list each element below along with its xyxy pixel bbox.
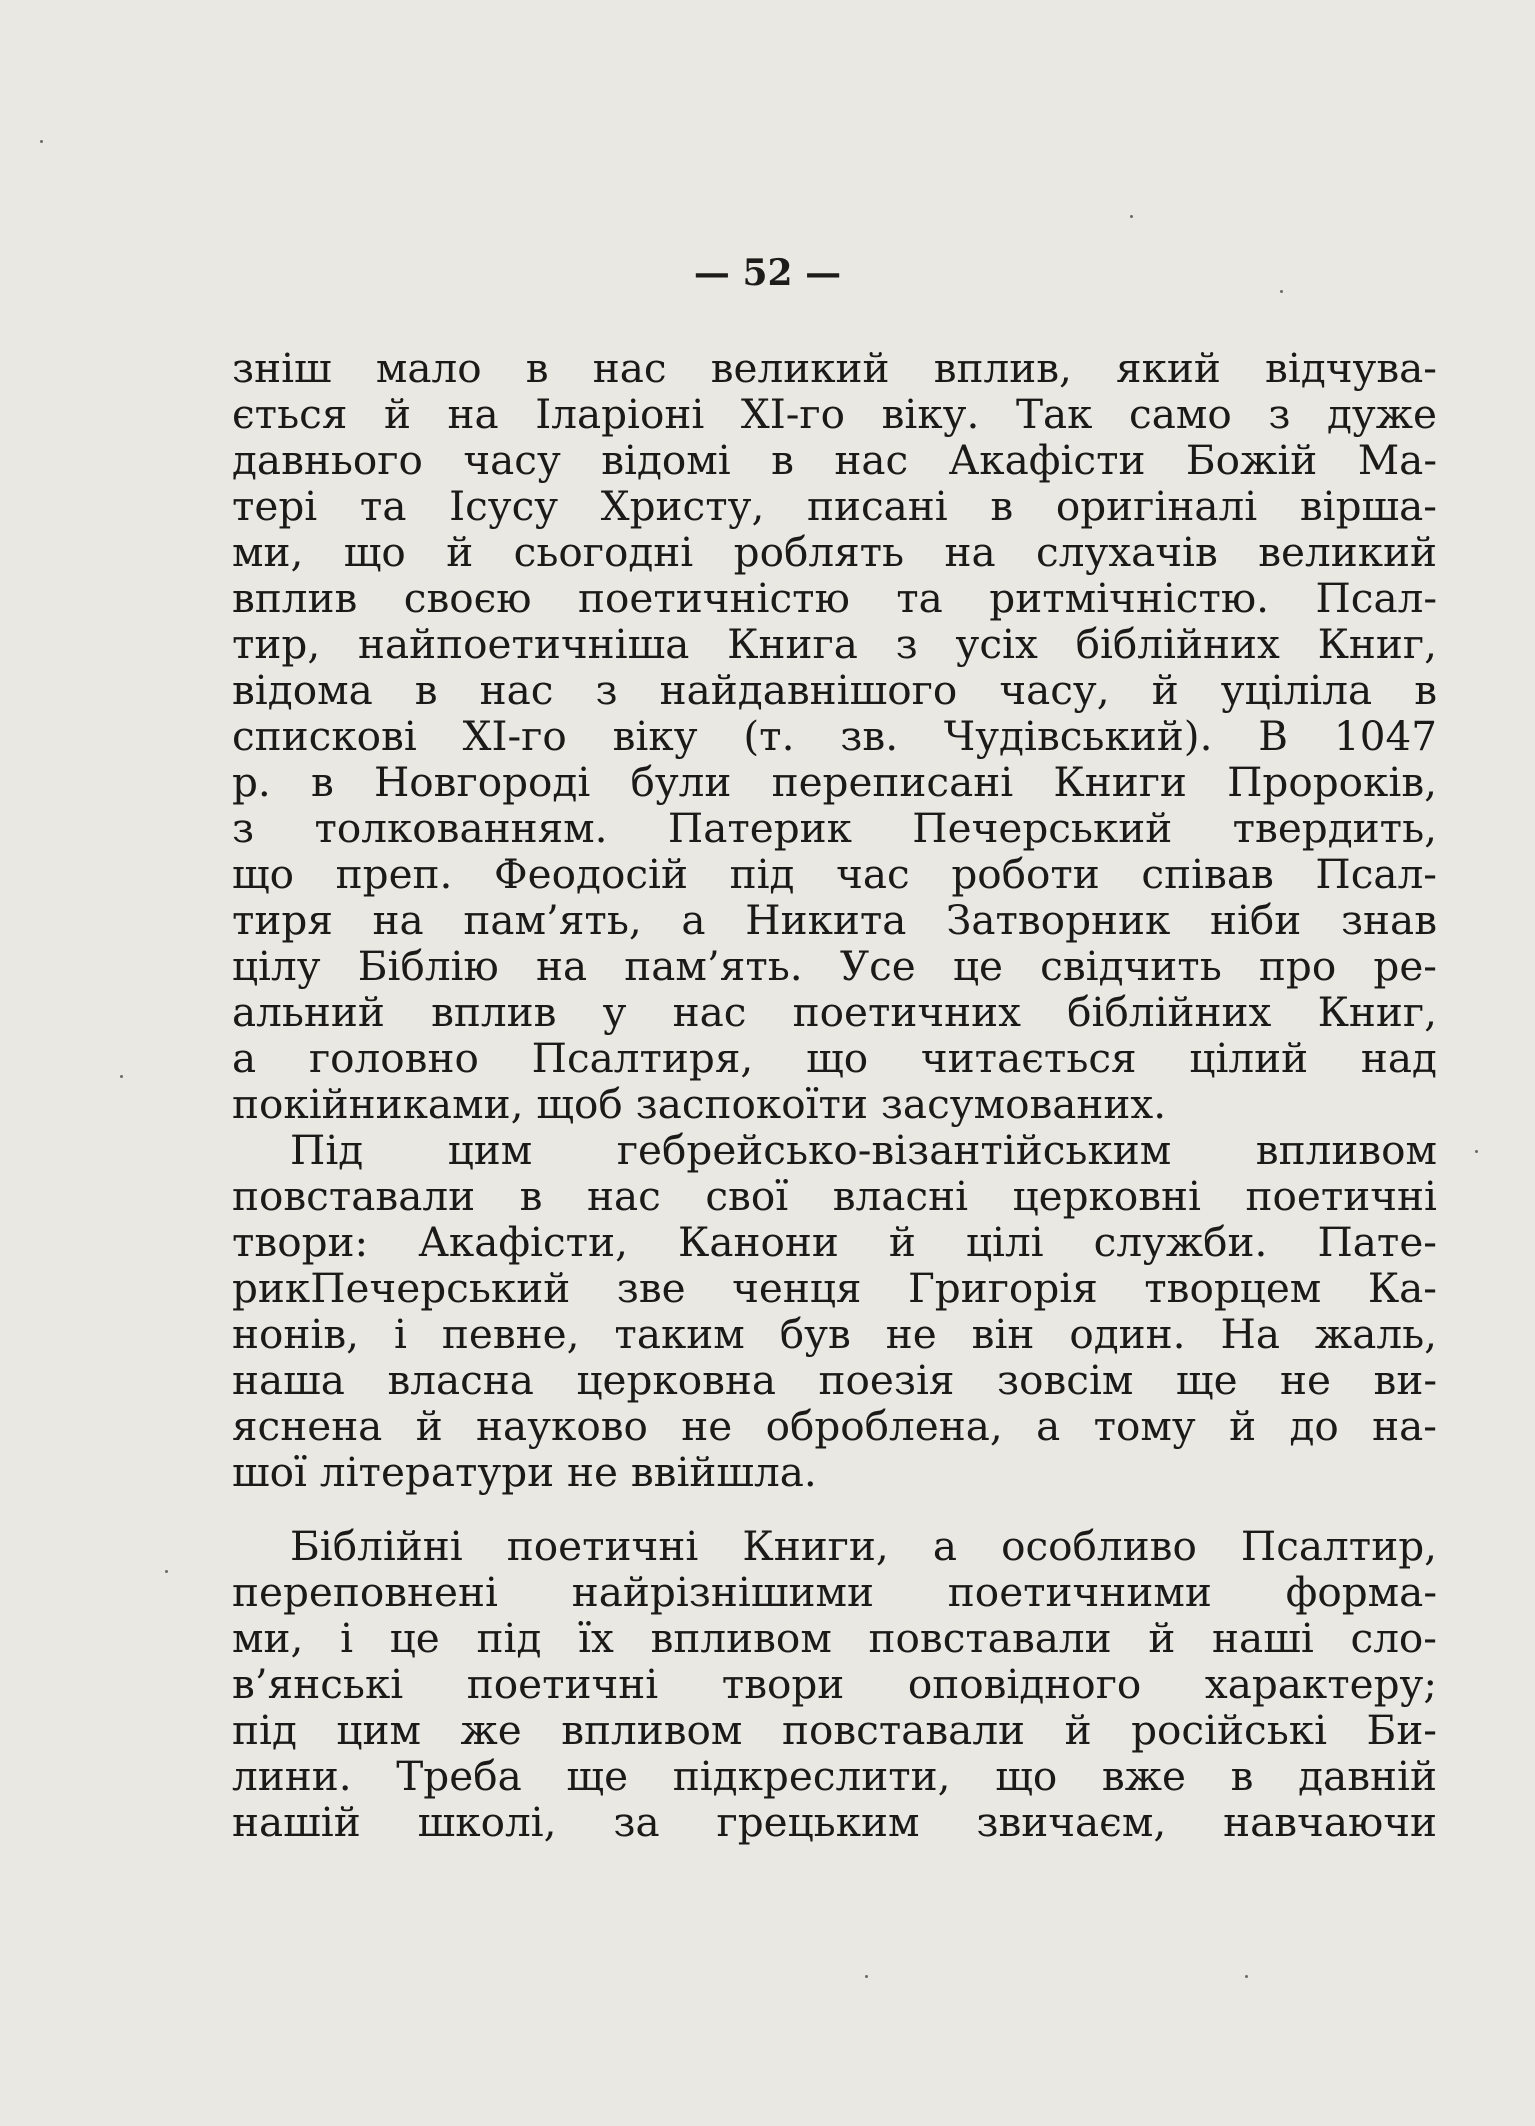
- page-number: — 52 —: [693, 252, 842, 294]
- text-line: відома в нас з найдавнішого часу, й уціліла в: [232, 666, 1437, 714]
- print-speck: [1130, 215, 1133, 218]
- text-line: нонів, і певне, таким був не він один. На жаль,: [232, 1310, 1437, 1358]
- text-line: тері та Ісусу Христу, писані в оригіналі вірша-: [232, 482, 1437, 530]
- print-speck: [1280, 290, 1283, 293]
- paragraph-gap: [232, 1495, 1437, 1523]
- text-line: а головно Псалтиря, що читається цілий над: [232, 1034, 1437, 1082]
- text-line: нашій школі, за грецьким звичаєм, навчаючи: [232, 1798, 1437, 1846]
- text-line: рикПечерський зве ченця Григорія творцем Ка-: [232, 1264, 1437, 1312]
- print-speck: [120, 1075, 123, 1078]
- text-line: Біблійні поетичні Книги, а особливо Псалтир,: [290, 1522, 1437, 1570]
- text-line: р. в Новгороді були переписані Книги Пророків,: [232, 758, 1437, 806]
- text-line: тиря на пам’ять, а Никита Затворник ніби знав: [232, 896, 1437, 944]
- text-line: шої літератури не ввійшла.: [232, 1448, 817, 1496]
- text-line: альний вплив у нас поетичних біблійних Книг,: [232, 988, 1437, 1036]
- text-line: тир, найпоетичніша Книга з усіх біблійних Книг,: [232, 620, 1437, 668]
- print-speck: [40, 140, 43, 143]
- text-line: яснена й науково не оброблена, а тому й до на-: [232, 1402, 1437, 1450]
- print-speck: [865, 1975, 868, 1978]
- text-line: що преп. Феодосій під час роботи співав Псал-: [232, 850, 1437, 898]
- text-line: ми, і це під їх впливом повставали й наші сло-: [232, 1614, 1437, 1662]
- text-line: ми, що й сьогодні роблять на слухачів великий: [232, 528, 1437, 576]
- text-line: твори: Акафісти, Канони й цілі служби. Пате-: [232, 1218, 1437, 1266]
- paragraph: [232, 1523, 1437, 1845]
- text-line: давнього часу відомі в нас Акафісти Божій Ма-: [232, 436, 1437, 484]
- text-line: наша власна церковна поезія зовсім ще не ви-: [232, 1356, 1437, 1404]
- text-line: в’янські поетичні твори оповідного характеру;: [232, 1660, 1437, 1708]
- print-speck: [1475, 1150, 1478, 1153]
- text-line: спискові ХІ-го віку (т. зв. Чудівський). В 1047: [232, 712, 1437, 760]
- text-line: під цим же впливом повставали й російські Би-: [232, 1706, 1437, 1754]
- print-speck: [165, 1570, 168, 1573]
- paragraph: [232, 1127, 1437, 1495]
- print-speck: [1245, 1975, 1248, 1978]
- text-line: переповнені найрізнішими поетичними форма-: [232, 1568, 1437, 1616]
- text-line: з толкованням. Патерик Печерський твердить,: [232, 804, 1437, 852]
- paragraph: [232, 345, 1437, 1127]
- text-line: лини. Треба ще підкреслити, що вже в давній: [232, 1752, 1437, 1800]
- text-line: цілу Біблію на пам’ять. Усе це свідчить про ре-: [232, 942, 1437, 990]
- text-line: ється й на Іларіоні ХІ-го віку. Так само з дуже: [232, 390, 1437, 438]
- text-line: зніш мало в нас великий вплив, який відчува-: [232, 344, 1437, 392]
- text-line: вплив своєю поетичністю та ритмічністю. Псал-: [232, 574, 1437, 622]
- text-line: Під цим гебрейсько-візантійським впливом: [290, 1126, 1437, 1174]
- text-line: покійниками, щоб заспокоїти засумованих.: [232, 1080, 1167, 1128]
- body-text: [232, 345, 1437, 1845]
- text-line: повставали в нас свої власні церковні поетичні: [232, 1172, 1437, 1220]
